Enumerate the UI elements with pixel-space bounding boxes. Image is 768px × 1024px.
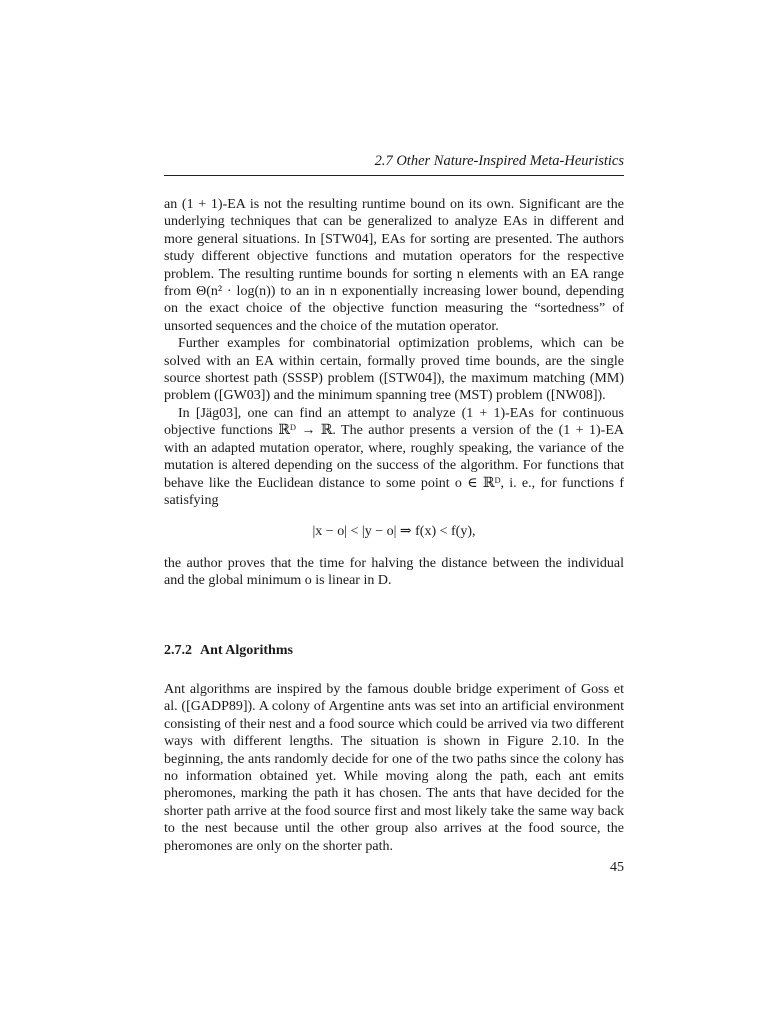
header-rule <box>164 175 624 176</box>
running-head: 2.7 Other Nature-Inspired Meta-Heuristics <box>374 153 624 169</box>
section-number: 2.7.2 <box>164 643 192 658</box>
paragraph-halving-distance: the author proves that the time for halving the distance between the individual and the global minimum o is linear in D. <box>164 555 624 589</box>
section-title: Ant Algorithms <box>200 643 293 658</box>
paragraph-combinatorial-examples: Further examples for combinatorial optimization problems, which can be solved with an EA within certain, formally proved time bounds, are the single source shortest path (SSSP) problem ([STW04]), the maximum matching (MM) problem ([GW03]) and the minimum spanning tree (MST) problem ([NW08]). <box>164 336 624 404</box>
paragraph-continuous-functions: In [Jäg03], one can find an attempt to analyze (1 + 1)-EAs for continuous objective functions ℝᴰ → ℝ. The author presents a version of the (1 + 1)-EA with an adapted mutation operator, where, roughly speaking, the variance of the mutation is altered depending on the success of the algorithm. For functions that behave like the Euclidean distance to some point o ∈ ℝᴰ, i. e., for functions f satisfying <box>164 405 624 508</box>
paragraph-ea-sorting: an (1 + 1)-EA is not the resulting runtime bound on its own. Significant are the underlying techniques that can be generalized to analyze EAs in different and more general situations. In [STW04], EAs for sorting are presented. The authors study different objective functions and mutation operators for the respective problem. The resulting runtime bounds for sorting n elements with an EA range from Θ(n² · log(n)) to an in n exponentially increasing lower bound, depending on the exact choice of the objective function measuring the “sortedness” of unsorted sequences and the choice of the mutation operator. <box>164 197 624 334</box>
paragraph-ant-algorithms: Ant algorithms are inspired by the famous double bridge experiment of Goss et al. ([GADP89]). A colony of Argentine ants was set into an artificial environment consisting of their nest and a food source which could be arrived via two different ways with different lengths. The situation is shown in Figure 2.10. In the beginning, the ants randomly decide for one of the two paths since the colony has no information obtained yet. While moving along the path, each ant emits pheromones, marking the path it has chosen. The ants that have decided for the shorter path arrive at the food source first and most likely take the same way back to the nest because until the other group also arrives at the food source, the pheromones are only on the shorter path. <box>164 682 624 854</box>
body-text <box>164 196 624 590</box>
section-body-text <box>164 681 624 855</box>
display-equation: |x − o| < |y − o| ⇒ f(x) < f(y), <box>312 524 476 540</box>
document-page <box>164 0 624 1024</box>
section-heading <box>164 643 293 659</box>
page-number: 45 <box>610 860 624 875</box>
